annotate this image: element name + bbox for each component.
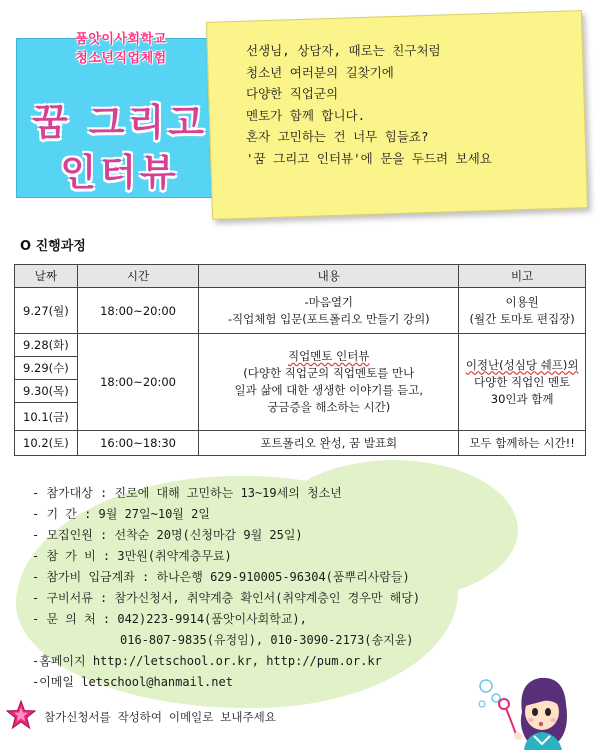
- header-date: 날짜: [15, 265, 78, 288]
- cell-date: 9.28(화): [15, 334, 78, 357]
- intro-line: 청소년 여러분의 길찾기에: [246, 64, 394, 80]
- content-line: 일과 삶에 대한 생생한 이야기를 듣고,: [234, 383, 424, 397]
- note-line: 이용원: [505, 294, 539, 309]
- note-line: 다양한 직업인 멘토: [474, 374, 571, 389]
- cell-time: 18:00~20:00: [77, 288, 198, 334]
- header-content: 내용: [199, 265, 459, 288]
- cell-time: 16:00~18:30: [77, 431, 198, 456]
- pink-star-icon: [6, 700, 36, 730]
- main-title-line-1: 꿈 그리고: [32, 101, 208, 144]
- intro-line: 다양한 직업군의: [246, 86, 339, 101]
- content-line: (다양한 직업군의 직업멘토를 만나: [243, 366, 415, 380]
- cell-date: 9.29(수): [15, 357, 78, 380]
- cell-time: 18:00~20:00: [77, 334, 198, 431]
- cell-date: 9.30(목): [15, 380, 78, 403]
- table-header-row: [15, 265, 586, 288]
- content-line: 궁금증을 해소하는 시간): [267, 400, 391, 414]
- info-contact-phones: 016-807-9835(유정임), 010-3090-2173(송지윤): [120, 633, 414, 647]
- note-line: [459, 357, 585, 374]
- content-line: [199, 348, 458, 365]
- intro-line: 선생님, 상담자, 때로는 친구처럼: [246, 43, 441, 58]
- subtitle-line-1: 품앗이사회학교: [75, 32, 167, 47]
- cell-content: [199, 334, 459, 431]
- info-recruit: - 모집인원 : 선착순 20명(신청마감 9월 25일): [32, 528, 303, 542]
- content-text: 직업멘토 인터뷰: [288, 349, 370, 363]
- cell-content: 포트폴리오 완성, 꿈 발표회: [199, 431, 459, 456]
- intro-line: '꿈 그리고 인터뷰'에 문을 두드려 보세요: [246, 150, 492, 166]
- content-line: -직업체험 입문(포트폴리오 만들기 강의): [227, 311, 430, 326]
- info-contact: - 문 의 처 : 042)223-9914(품앗이사회학교),: [32, 612, 307, 626]
- note-line: 30인과 함께: [490, 391, 554, 406]
- info-account: - 참가비 입금계좌 : 하나은행 629-910005-96304(품뿌리사람들): [32, 570, 410, 584]
- info-target: - 참가대상 : 진로에 대해 고민하는 13~19세의 청소년: [32, 486, 342, 500]
- footer-instruction: 참가신청서를 작성하여 이메일로 보내주세요: [44, 710, 276, 724]
- header-note: 비고: [459, 265, 586, 288]
- info-fee: - 참 가 비 : 3만원(취약계층무료): [32, 549, 232, 563]
- cell-date: 9.27(월): [15, 288, 78, 334]
- info-period: - 기 간 : 9월 27일~10월 2일: [32, 507, 210, 521]
- intro-line: 혼자 고민하는 건 너무 힘들죠?: [246, 129, 429, 144]
- intro-text: [246, 40, 576, 169]
- info-homepage: -홈페이지 http://letschool.or.kr, http://pum.or.kr: [32, 654, 382, 668]
- info-email: -이메일 letschool@hanmail.net: [32, 675, 233, 689]
- main-title-line-2: 인터뷰: [60, 151, 180, 194]
- section-title: O 진행과정: [20, 239, 86, 254]
- note-line: (월간 토마토 편집장): [469, 311, 575, 326]
- subtitle-line-2: 청소년직업체험: [75, 51, 167, 66]
- cell-note: 모두 함께하는 시간!!: [459, 431, 586, 456]
- table-row: [15, 334, 586, 357]
- cell-note: [459, 334, 586, 431]
- cell-content: [199, 288, 459, 334]
- table-row: [15, 431, 586, 456]
- cell-date: 10.2(토): [15, 431, 78, 456]
- info-documents: - 구비서류 : 참가신청서, 취약계층 확인서(취약계층인 경우만 해당): [32, 591, 421, 605]
- note-text: 이정난(성심당 쉐프)외: [465, 357, 579, 372]
- header-time: 시간: [77, 265, 198, 288]
- info-list: [32, 483, 420, 693]
- cell-date: 10.1(금): [15, 403, 78, 431]
- intro-line: 멘토가 함께 합니다.: [246, 107, 366, 123]
- schedule-table: [14, 264, 586, 456]
- cell-note: [459, 288, 586, 334]
- girl-blowing-bubbles-icon: [478, 672, 578, 750]
- table-row: [15, 288, 586, 334]
- content-line: -마음열기: [304, 294, 354, 309]
